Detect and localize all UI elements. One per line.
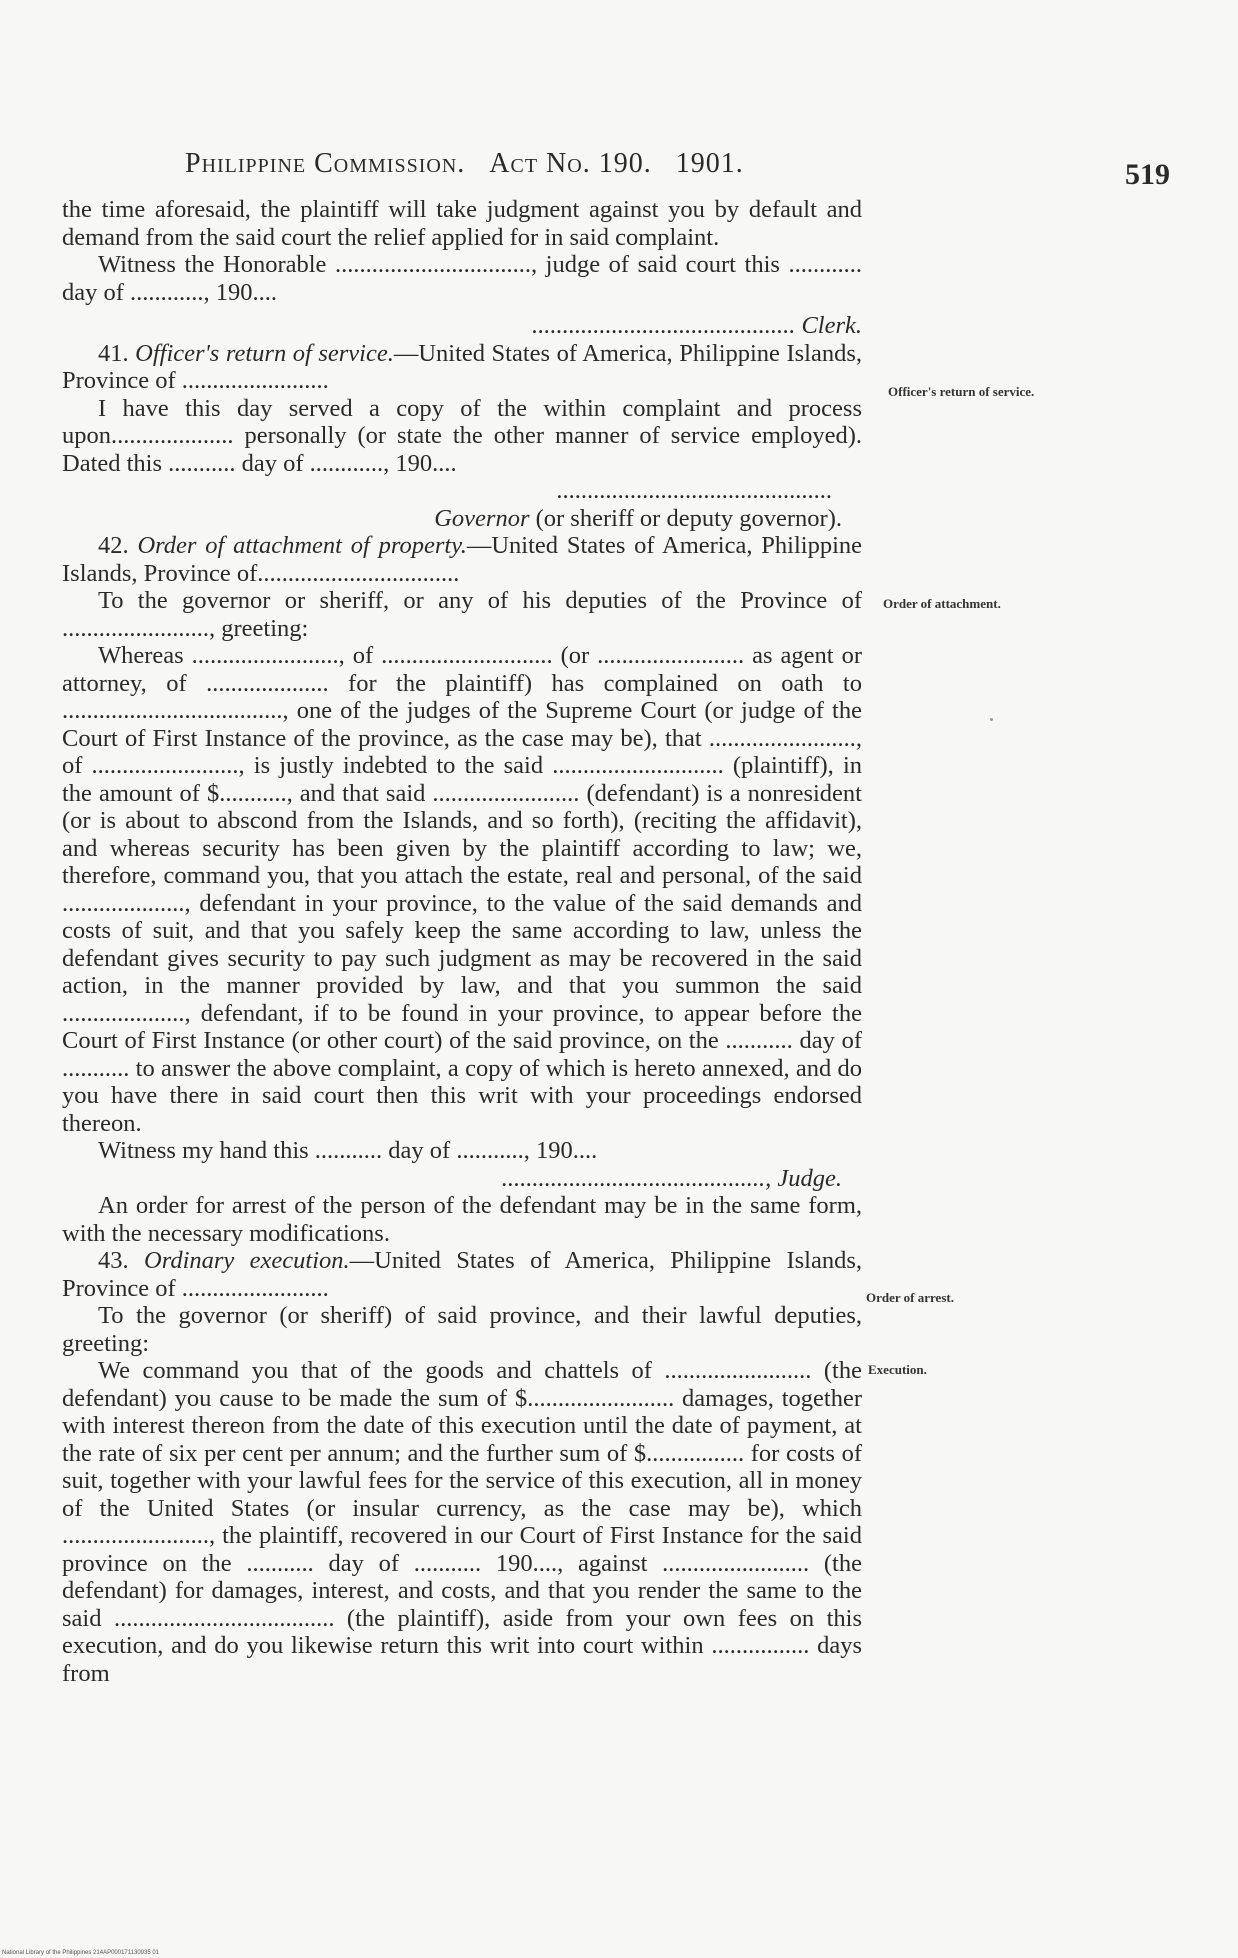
section-41-title: Officer's return of service. bbox=[135, 339, 394, 367]
speck bbox=[990, 718, 993, 721]
margin-note-order-of-attachment: Order of attachment. bbox=[883, 596, 1001, 611]
running-head-act: Act No. 190. bbox=[489, 148, 652, 179]
section-43-title: Ordinary execution. bbox=[144, 1247, 350, 1274]
running-head-title: Philippine Commission. bbox=[185, 148, 466, 179]
section-42-greeting: To the governor or sheriff, or any of his deputies of the Province of ........................, greeting: bbox=[62, 587, 862, 642]
margin-note-execution: Execution. bbox=[868, 1362, 927, 1377]
section-42 bbox=[62, 532, 862, 587]
judge-signature: ..........................................., Judge. bbox=[501, 1164, 842, 1192]
section-41-paragraph: I have this day served a copy of the within complaint and process upon.................... personally (or state the other manner of service employed). Dated this ........... day of ............, 190.... bbox=[62, 394, 862, 477]
section-42-arrest-note: An order for arrest of the person of the defendant may be in the same form, with the necessary modifications. bbox=[62, 1192, 862, 1247]
section-43-command: We command you that of the goods and chattels of ........................ (the defendant) you cause to be made the sum of $........................ damages, together with interest thereon from the date of this execution until the date of payment, at the rate of six per cent per annum; and the further sum of $................ for costs of suit, together with your lawful fees for the service of this execution, all in money of the United States (or insular currency, as the case may be), which ........................, the plaintiff, recovered in our Court of First Instance for the said province on the ........... day of ........... 190...., against ........................ (the defendant) for damages, interest, and costs, and that you render the same to the said .................................... (the plaintiff), aside from your own fees on this execution, and do you likewise return this writ into court within ................ days from bbox=[62, 1357, 862, 1687]
governor-label-note: (or sheriff or deputy governor). bbox=[535, 504, 842, 532]
clerk-signature: ........................................... Clerk. bbox=[531, 312, 862, 339]
margin-note-order-of-arrest: Order of arrest. bbox=[866, 1290, 954, 1305]
page-body bbox=[62, 196, 862, 1687]
scan-footer: National Library of the Philippines 214AP000171130935 01 bbox=[2, 1950, 160, 1956]
section-42-whereas: Whereas ........................, of ............................ (or ........................ as agent or attorney, of .................... for the plaintiff) has complained on oath to ...................................., one of the judges of the Supreme Court (or judge of the Court of First Instance of the province, as the case may be), that ........................, of ........................, is justly indebted to the said ............................ (plaintiff), in the amount of $..........., and that said ........................ (defendant) is a nonresident (or is about to abscond from the Islands, and so forth), (reciting the affidavit), and whereas security has been given by the plaintiff according to law; we, therefore, command you, that you attach the estate, real and personal, of the said ...................., defendant in your province, to the value of the said demands and costs of suit, and that you safely keep the same according to law, unless the defendant gives security to pay such judgment as may be recovered in the said action, in the manner provided by law, and that you summon the said ...................., defendant, if to be found in your province, to appear before the Court of First Instance (or other court) of the said province, on the ........... day of ........... to answer the above complaint, a copy of which is hereto annexed, and do you have there in said court then this writ with your proceedings endorsed thereon. bbox=[62, 642, 862, 1137]
margin-note-officers-return: Officer's return of service. bbox=[888, 384, 1035, 399]
running-head bbox=[185, 148, 744, 180]
section-43-greeting: To the governor (or sheriff) of said province, and their lawful deputies, greeting: bbox=[62, 1302, 862, 1357]
section-43-number: 43. bbox=[98, 1247, 129, 1274]
section-42-text: —United States of America, Philippine Islands, Province of................................. bbox=[62, 532, 863, 587]
section-41-number: 41. bbox=[98, 339, 129, 367]
section-43 bbox=[62, 1247, 862, 1302]
paragraph-witness: Witness the Honorable ................................, judge of said court this ............ day of ............, 190.... bbox=[62, 251, 862, 306]
paragraph-continuation: the time aforesaid, the plaintiff will take judgment against you by default and demand from the said court the relief applied for in said complaint. bbox=[62, 196, 862, 251]
section-41-text: —United States of America, Philippine Islands, Province of ........................ bbox=[62, 339, 862, 394]
section-42-number: 42. bbox=[98, 532, 129, 559]
section-41-signature bbox=[62, 505, 862, 533]
governor-label: Governor bbox=[434, 504, 530, 532]
section-41 bbox=[62, 340, 862, 395]
section-42-title: Order of attachment of property. bbox=[137, 532, 467, 559]
section-43-text: —United States of America, Philippine Islands, Province of ........................ bbox=[62, 1247, 862, 1302]
section-42-witness: Witness my hand this ........... day of ..........., 190.... bbox=[98, 1137, 598, 1164]
page-number: 519 bbox=[1125, 158, 1170, 191]
running-head-year: 1901. bbox=[675, 148, 744, 179]
section-41-signature-line: ............................................. bbox=[556, 477, 832, 504]
